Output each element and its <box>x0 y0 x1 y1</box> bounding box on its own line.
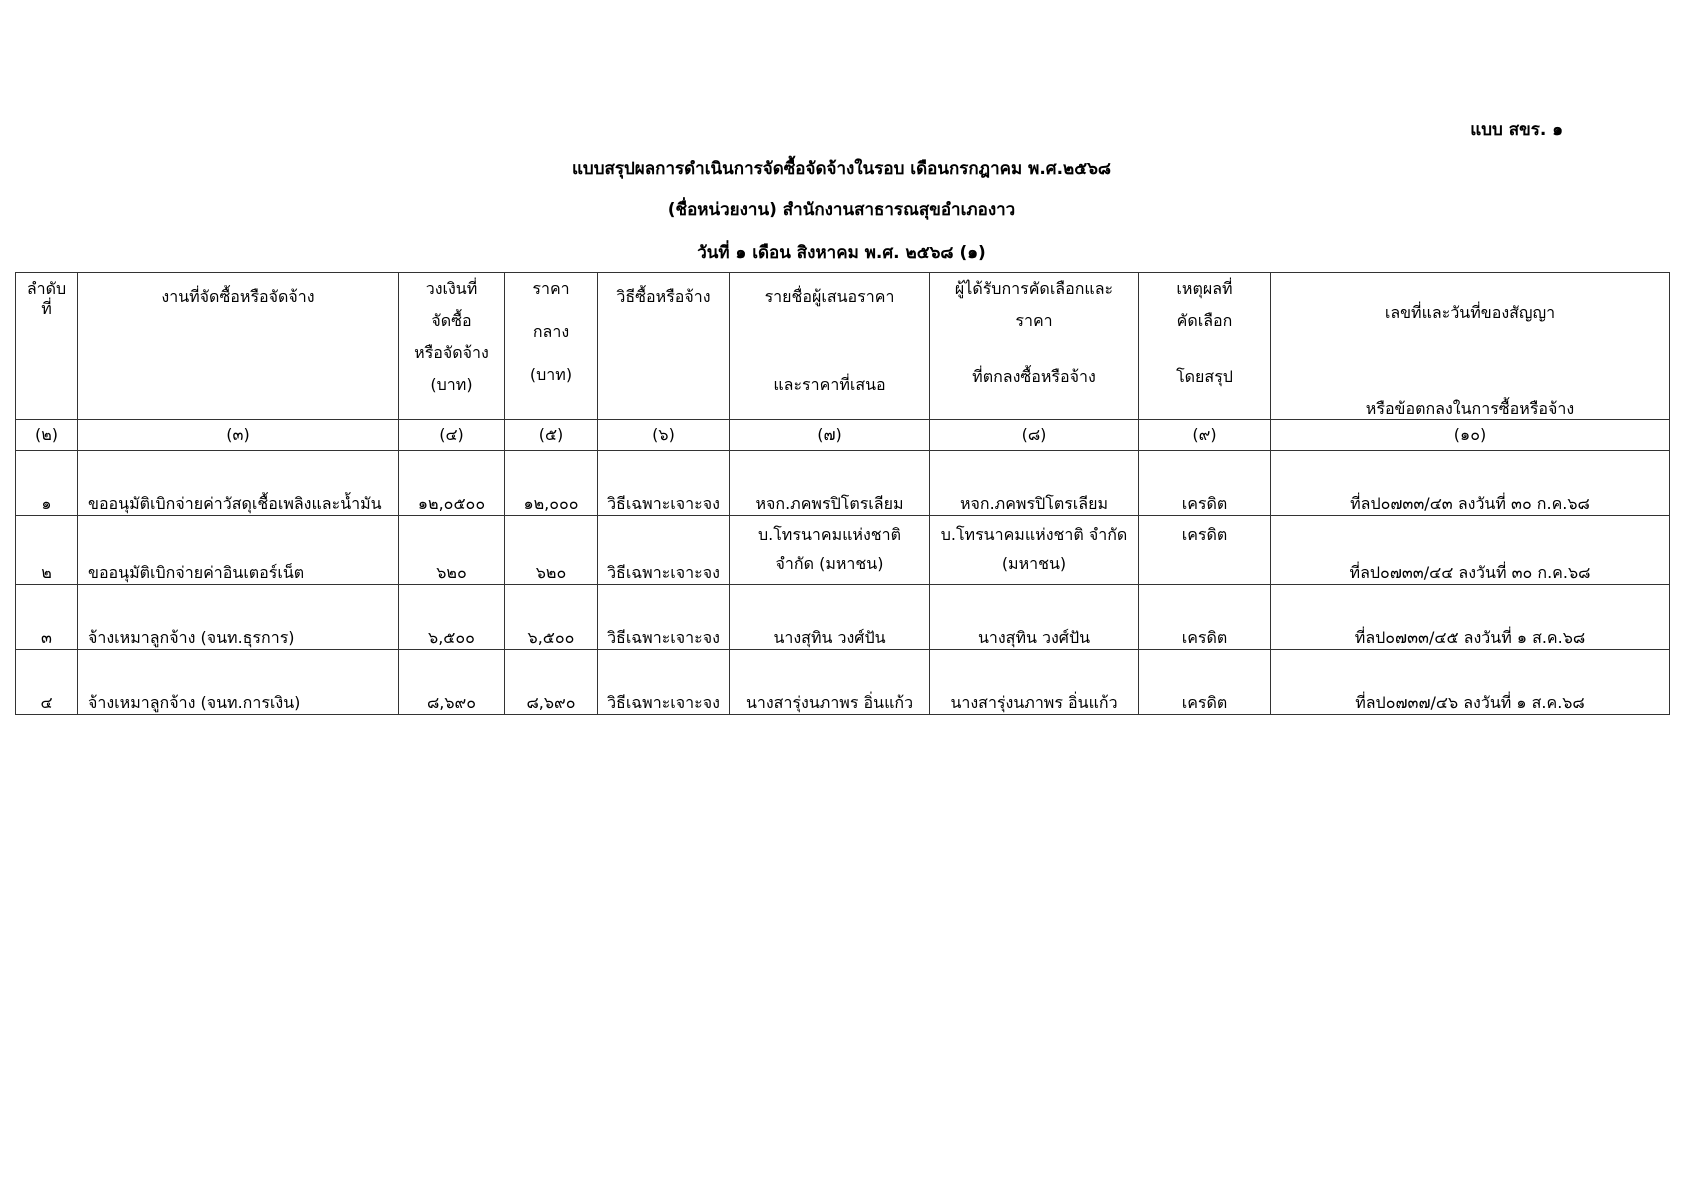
header-method-l1: วิธีซื้อหรือจ้าง <box>616 287 711 306</box>
colnum-8: (๘) <box>930 420 1139 451</box>
row-selected-line1: บ.โทรนาคมแห่งชาติ จำกัด <box>940 525 1128 544</box>
colnum-7: (๗) <box>730 420 930 451</box>
colnum-10: (๑๐) <box>1271 420 1670 451</box>
row-item: จ้างเหมาลูกจ้าง (จนท.ธุรการ) <box>78 585 399 650</box>
colnum-5: (๕) <box>505 420 598 451</box>
header-reason-l1: เหตุผลที่ <box>1176 279 1233 298</box>
row-budget: ๘,๖๙๐ <box>399 650 505 715</box>
header-bidders <box>730 273 930 420</box>
row-median: ๘,๖๙๐ <box>505 650 598 715</box>
header-selected-l2: ราคา <box>1015 311 1053 330</box>
colnum-9: (๙) <box>1139 420 1271 451</box>
row-method: วิธีเฉพาะเจาะจง <box>598 650 730 715</box>
row-selected-line2: (มหาชน) <box>1001 554 1067 573</box>
header-item-l1: งานที่จัดซื้อหรือจัดจ้าง <box>161 287 315 306</box>
header-bidders-l4: และราคาที่เสนอ <box>773 375 886 394</box>
header-selected-l1: ผู้ได้รับการคัดเลือกและ <box>954 279 1114 298</box>
header-contract-l2: เลขที่และวันที่ของสัญญา <box>1384 303 1556 322</box>
colnum-2: (๒) <box>16 420 78 451</box>
header-budget-l3: หรือจัดจ้าง <box>414 343 489 362</box>
row-contract: ที่ลป๐๗๓๓/๔๕ ลงวันที่ ๑ ส.ค.๖๘ <box>1271 585 1670 650</box>
row-selected: นางสุทิน วงศ์ปัน <box>930 585 1139 650</box>
row-bidders-line1: บ.โทรนาคมแห่งชาติ <box>757 525 902 544</box>
header-selected-l4: ที่ตกลงซื้อหรือจ้าง <box>972 367 1096 386</box>
row-no: ๑ <box>16 451 78 516</box>
header-no <box>16 273 78 420</box>
header-contract <box>1271 273 1670 420</box>
table-row <box>16 650 1670 715</box>
row-item: ขออนุมัติเบิกจ่ายค่าอินเตอร์เน็ต <box>78 516 399 585</box>
row-item: จ้างเหมาลูกจ้าง (จนท.การเงิน) <box>78 650 399 715</box>
colnum-4: (๔) <box>399 420 505 451</box>
date-line: วันที่ ๑ เดือน สิงหาคม พ.ศ. ๒๕๖๘ (๑) <box>697 243 986 263</box>
agency-name: (ชื่อหน่วยงาน) สำนักงานสาธารณสุขอำเภองาว <box>667 200 1016 220</box>
header-reason <box>1139 273 1271 420</box>
row-reason: เครดิต <box>1139 516 1271 585</box>
row-item: ขออนุมัติเบิกจ่ายค่าวัสดุเชื้อเพลิงและน้ำมัน <box>78 451 399 516</box>
row-reason: เครดิต <box>1139 585 1271 650</box>
row-no: ๔ <box>16 650 78 715</box>
row-selected: หจก.ภคพรปิโตรเลียม <box>930 451 1139 516</box>
row-bidders-line2: จำกัด (มหาชน) <box>775 554 884 573</box>
header-median <box>505 273 598 420</box>
document-title: แบบสรุปผลการดำเนินการจัดซื้อจัดจ้างในรอบ เดือนกรกฎาคม พ.ศ.๒๕๖๘ <box>571 159 1112 179</box>
row-bidders: หจก.ภคพรปิโตรเลียม <box>730 451 930 516</box>
row-bidders: นางสารุ่งนภาพร อิ่นแก้ว <box>730 650 930 715</box>
header-method <box>598 273 730 420</box>
row-contract: ที่ลป๐๗๓๓/๔๓ ลงวันที่ ๓๐ ก.ค.๖๘ <box>1271 451 1670 516</box>
header-budget-l1: วงเงินที่ <box>425 279 478 298</box>
header-budget-l4: (บาท) <box>430 375 473 394</box>
row-selected: นางสารุ่งนภาพร อิ่นแก้ว <box>930 650 1139 715</box>
row-budget: ๖,๕๐๐ <box>399 585 505 650</box>
table-row <box>16 451 1670 516</box>
row-contract: ที่ลป๐๗๓๓/๔๔ ลงวันที่ ๓๐ ก.ค.๖๘ <box>1271 516 1670 585</box>
row-selected <box>930 516 1139 585</box>
header-median-l1: ราคา <box>532 279 570 298</box>
header-no-l1: ลำดับ <box>26 279 67 298</box>
row-method: วิธีเฉพาะเจาะจง <box>598 451 730 516</box>
header-contract-l4: หรือข้อตกลงในการซื้อหรือจ้าง <box>1365 399 1575 418</box>
row-bidders: นางสุทิน วงศ์ปัน <box>730 585 930 650</box>
row-median: ๖๒๐ <box>505 516 598 585</box>
header-no-l2: ที่ <box>41 299 52 318</box>
colnum-6: (๖) <box>598 420 730 451</box>
row-median: ๑๒,๐๐๐ <box>505 451 598 516</box>
header-row <box>16 273 1670 420</box>
row-no: ๓ <box>16 585 78 650</box>
header-bidders-l1: รายชื่อผู้เสนอราคา <box>764 287 895 306</box>
header-reason-l4: โดยสรุป <box>1176 367 1233 386</box>
row-budget: ๖๒๐ <box>399 516 505 585</box>
row-reason: เครดิต <box>1139 451 1271 516</box>
row-bidders <box>730 516 930 585</box>
header-reason-l2: คัดเลือก <box>1176 311 1233 330</box>
row-reason: เครดิต <box>1139 650 1271 715</box>
row-no: ๒ <box>16 516 78 585</box>
header-budget <box>399 273 505 420</box>
row-method: วิธีเฉพาะเจาะจง <box>598 516 730 585</box>
table-row <box>16 585 1670 650</box>
header-median-l4: (บาท) <box>529 365 573 384</box>
colnum-3: (๓) <box>78 420 399 451</box>
header-median-l2: กลาง <box>532 322 570 341</box>
row-contract: ที่ลป๐๗๓๗/๔๖ ลงวันที่ ๑ ส.ค.๖๘ <box>1271 650 1670 715</box>
column-number-row <box>16 420 1670 451</box>
procurement-table <box>15 272 1670 715</box>
header-selected <box>930 273 1139 420</box>
row-method: วิธีเฉพาะเจาะจง <box>598 585 730 650</box>
row-median: ๖,๕๐๐ <box>505 585 598 650</box>
form-code: แบบ สขร. ๑ <box>1470 120 1563 140</box>
header-budget-l2: จัดซื้อ <box>431 311 472 330</box>
table-row <box>16 516 1670 585</box>
header-item <box>78 273 399 420</box>
row-budget: ๑๒,๐๕๐๐ <box>399 451 505 516</box>
